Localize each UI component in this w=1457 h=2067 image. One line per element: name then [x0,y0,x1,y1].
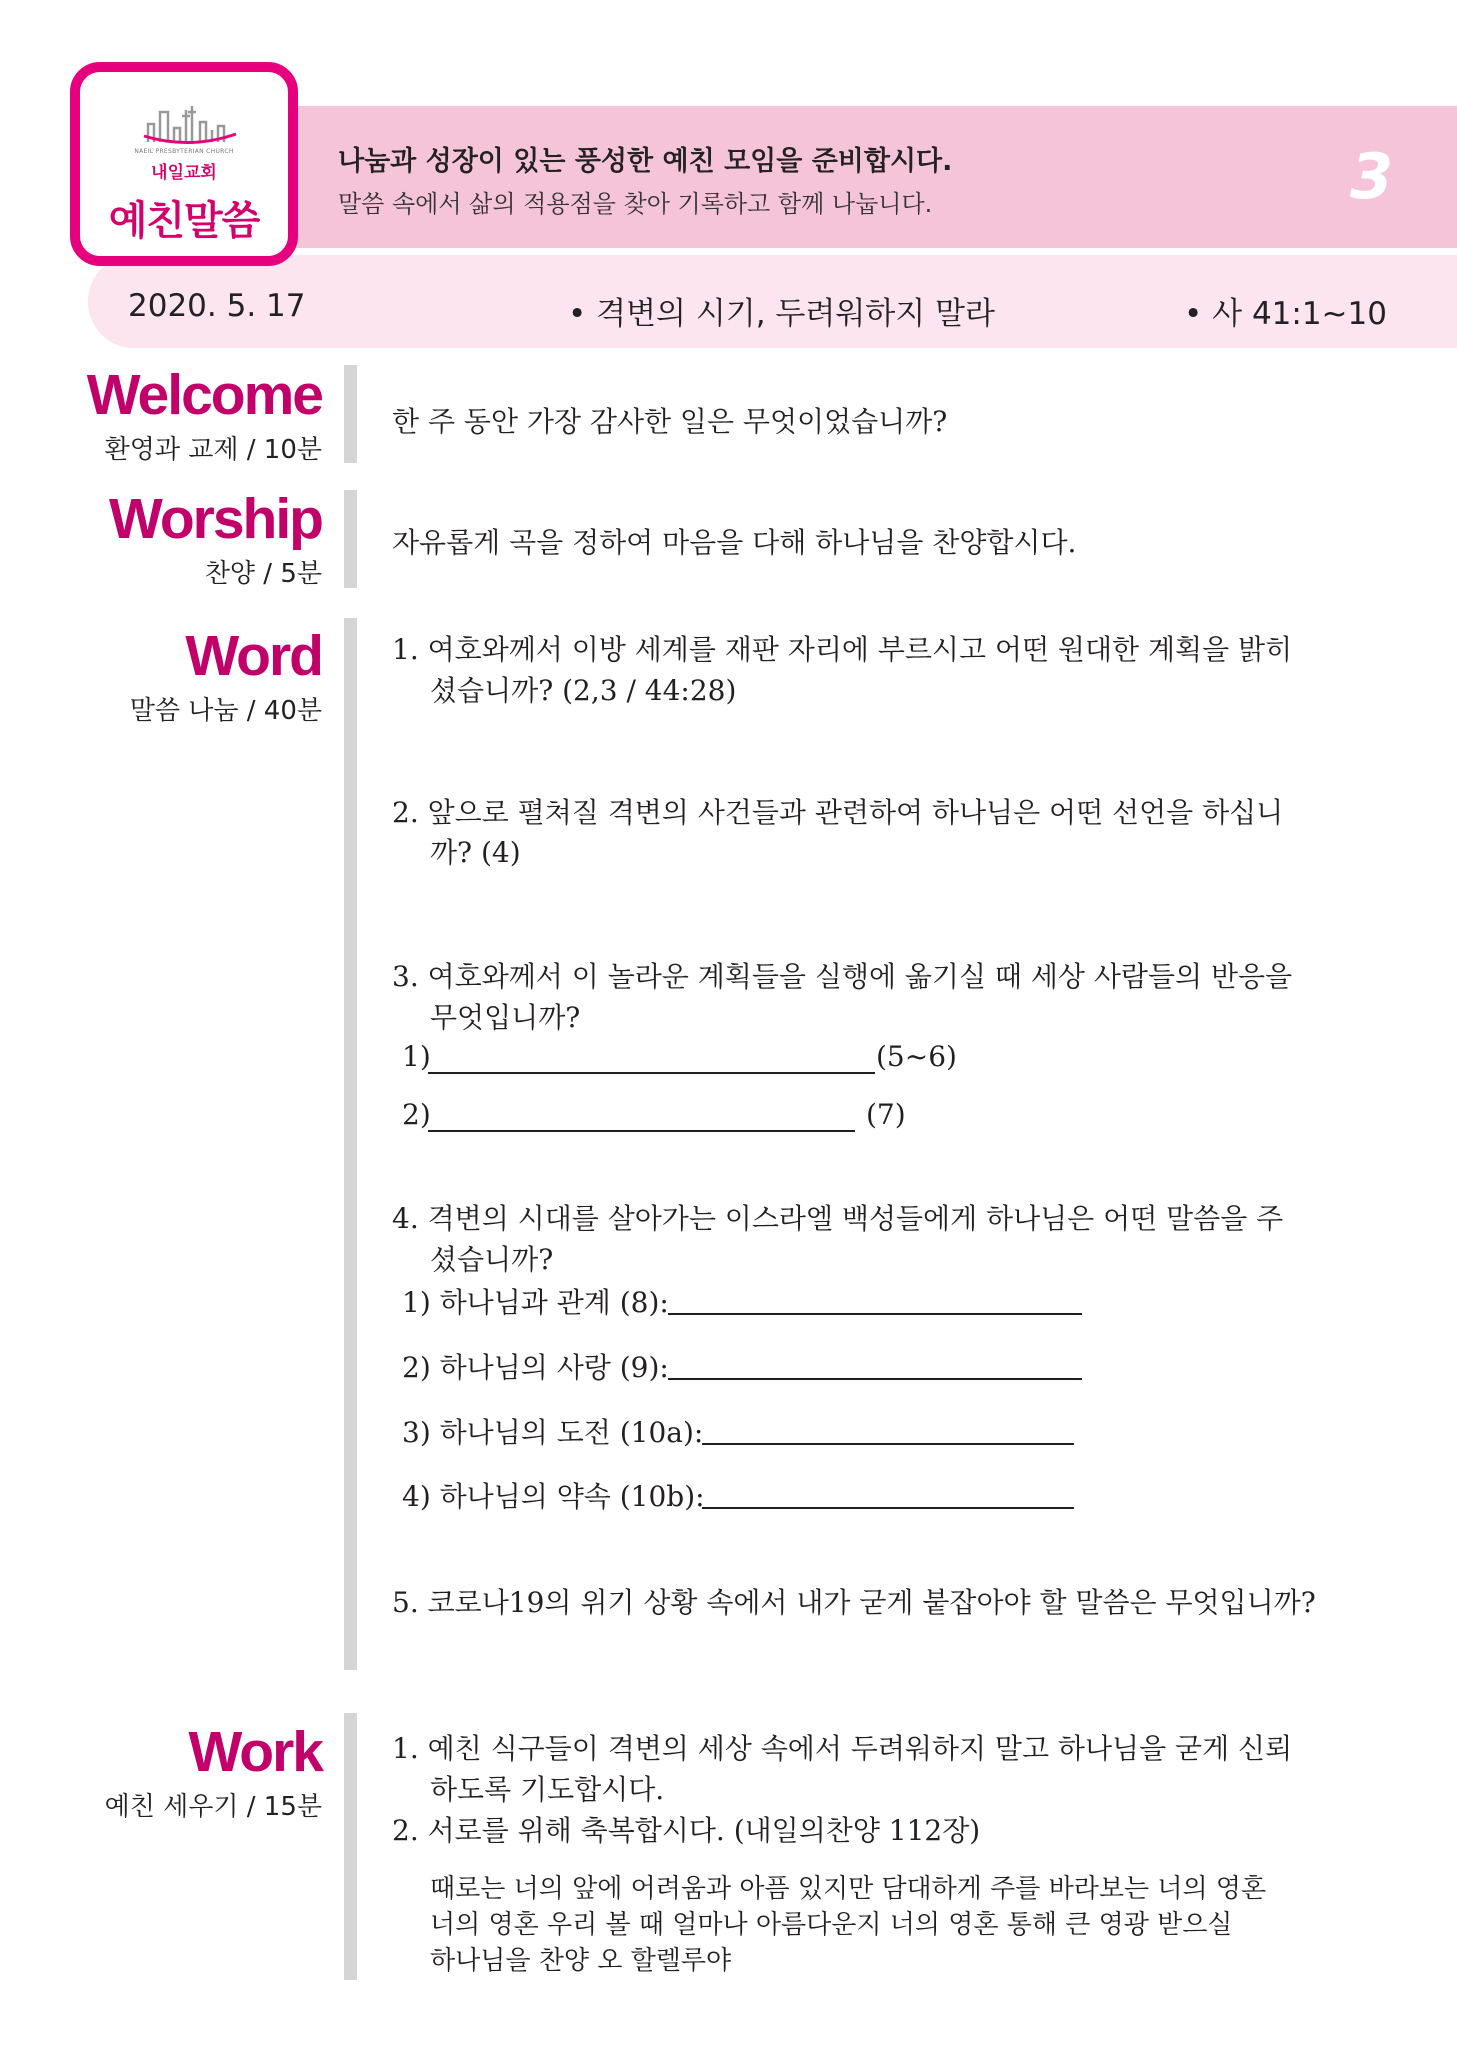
worship-heading: Worship [109,487,322,551]
prayer-2: 2. 서로를 위해 축복합시다. (내일의찬양 112장) [392,1814,981,1847]
question-2-line-1: 2. 앞으로 펼쳐질 격변의 사건들과 관련하여 하나님은 어떤 선언을 하십니 [392,796,1284,829]
logo [70,62,298,266]
question-2-line-2: 까? (4) [430,836,521,869]
question-1-line-2: 셨습니까? (2,3 / 44:28) [430,674,737,707]
work-subheading: 예친 세우기 / 15분 [104,1792,322,1822]
prayer-1-line-2: 하도록 기도합시다. [430,1773,665,1806]
worship-text: 자유롭게 곡을 정하여 마음을 다해 하나님을 찬양합시다. [392,526,1077,559]
welcome-question: 한 주 동안 가장 감사한 일은 무엇이었습니까? [392,405,948,438]
hymn-lyrics-line-2: 너의 영혼 우리 볼 때 얼마나 아름다운지 너의 영혼 통해 큰 영광 받으실 [430,1910,1233,1940]
answer-3-1-blank[interactable] [428,1072,875,1074]
answer-3-1-label: 1) [402,1040,431,1073]
church-subtitle: NAEIL PRESBYTERIAN CHURCH [134,148,234,155]
answer-3-2-blank[interactable] [428,1130,855,1132]
question-4-line-1: 4. 격변의 시대를 살아가는 이스라엘 백성들에게 하나님은 어떤 말씀을 주 [392,1202,1284,1235]
program-title: 예친말씀 [108,198,260,244]
worship-subheading: 찬양 / 5분 [204,559,322,589]
question-5: 5. 코로나19의 위기 상황 속에서 내가 굳게 붙잡아야 할 말씀은 무엇입니까? [392,1586,1316,1619]
work-bar [344,1713,357,1980]
lesson-date: 2020. 5. 17 [128,288,306,324]
lesson-title: • 격변의 시기, 두려워하지 말라 [568,296,995,332]
answer-4-2-label: 2) 하나님의 사랑 (9): [402,1351,669,1384]
answer-3-2-ref: (7) [866,1098,906,1131]
answer-4-4-blank[interactable] [702,1507,1074,1509]
header-subline: 말씀 속에서 삶의 적용점을 찾아 기록하고 함께 나눕니다. [338,190,933,218]
church-logo-icon [140,102,240,148]
hymn-lyrics-line-1: 때로는 너의 앞에 어려움과 아픔 있지만 담대하게 주를 바라보는 너의 영혼 [430,1874,1267,1904]
scripture-reference: • 사 41:1~10 [1184,296,1387,332]
answer-4-1-blank[interactable] [668,1313,1082,1315]
answer-3-1-ref: (5~6) [876,1040,957,1073]
header-headline: 나눔과 성장이 있는 풍성한 예친 모임을 준비합시다. [338,146,953,177]
word-bar [344,618,357,1670]
answer-4-3-blank[interactable] [702,1443,1074,1445]
church-name: 내일교회 [151,163,217,183]
page-number: 3 [1350,140,1394,213]
answer-4-4-label: 4) 하나님의 약속 (10b): [402,1480,705,1513]
worship-bar [344,490,357,588]
question-3-line-2: 무엇입니까? [430,1001,581,1034]
welcome-bar [344,365,357,463]
welcome-heading: Welcome [86,363,322,427]
word-subheading: 말씀 나눔 / 40분 [129,696,322,726]
answer-4-3-label: 3) 하나님의 도전 (10a): [402,1416,704,1449]
question-1-line-1: 1. 여호와께서 이방 세계를 재판 자리에 부르시고 어떤 원대한 계획을 밝히 [392,633,1293,666]
work-heading: Work [188,1720,322,1784]
hymn-lyrics-line-3: 하나님을 찬양 오 할렐루야 [430,1946,732,1976]
answer-4-1-label: 1) 하나님과 관계 (8): [402,1286,669,1319]
welcome-subheading: 환영과 교제 / 10분 [104,435,322,465]
answer-4-2-blank[interactable] [668,1378,1082,1380]
prayer-1-line-1: 1. 예친 식구들이 격변의 세상 속에서 두려워하지 말고 하나님을 굳게 신뢰 [392,1732,1293,1765]
word-heading: Word [185,624,322,688]
answer-3-2-label: 2) [402,1098,431,1131]
question-4-line-2: 셨습니까? [430,1243,554,1276]
question-3-line-1: 3. 여호와께서 이 놀라운 계획들을 실행에 옮기실 때 세상 사람들의 반응을 [392,960,1293,993]
